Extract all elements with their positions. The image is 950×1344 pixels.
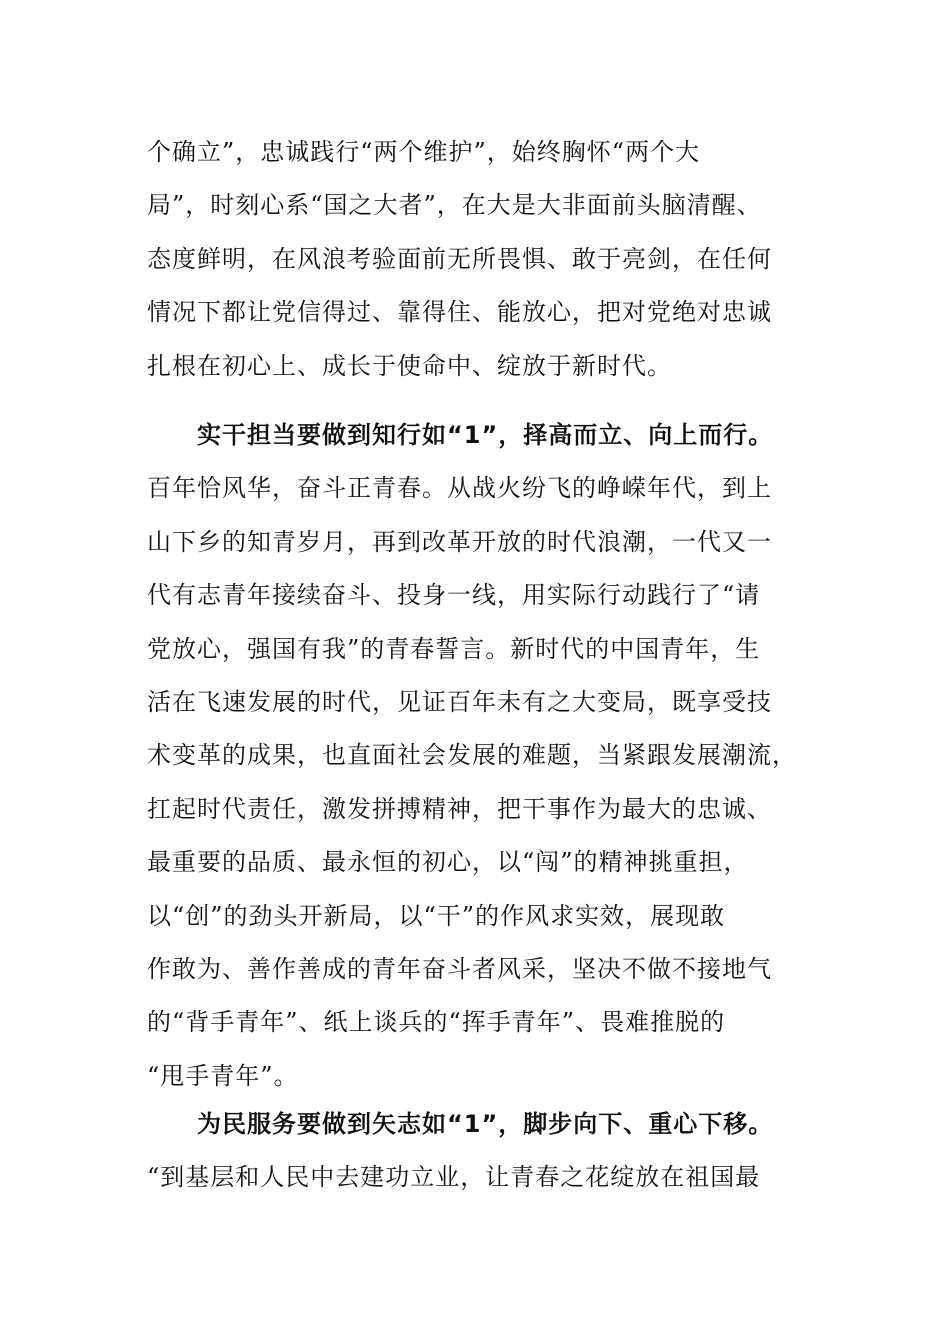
paragraph-heading: 为民服务要做到矢志如“1”，脚步向下、重心下移。: [197, 1110, 774, 1138]
paragraph-line: 扛起时代责任，激发拼搏精神，把干事作为最大的忠诚、: [147, 794, 772, 823]
paragraph-line: 以“创”的劲头开新局，以“干”的作风求实效，展现敢: [147, 901, 726, 930]
paragraph-heading: 实干担当要做到知行如“1”，择高而立、向上而行。: [197, 421, 774, 449]
paragraph-line: 党放心，强国有我”的青春誓言。新时代的中国青年，生: [147, 634, 761, 663]
paragraph-line: 的“背手青年”、纸上谈兵的“挥手青年”、畏难推脱的: [147, 1008, 726, 1037]
paragraph-line: 术变革的成果，也直面社会发展的难题，当紧跟发展潮流，: [147, 741, 797, 770]
paragraph-line: “到基层和人民中去建功立业，让青春之花绽放在祖国最: [147, 1163, 761, 1192]
paragraph-line: 活在飞速发展的时代，见证百年未有之大变局，既享受技: [147, 687, 772, 716]
paragraph-line: 情况下都让党信得过、靠得住、能放心，把对党绝对忠诚: [147, 298, 772, 327]
paragraph-line: 最重要的品质、最永恒的初心，以“闯”的精神挑重担，: [147, 848, 749, 877]
paragraph-line: 百年恰风华，奋斗正青春。从战火纷飞的峥嵘年代，到上: [147, 474, 772, 503]
paragraph-line: “甩手青年”。: [147, 1061, 299, 1090]
paragraph-practical-action: [147, 409, 807, 1103]
paragraph-line: 态度鲜明，在风浪考验面前无所畏惧、敢于亮剑，在任何: [147, 244, 772, 273]
paragraph-loyalty: [147, 126, 807, 393]
paragraph-line: 个确立”，忠诚践行“两个维护”，始终胸怀“两个大: [147, 138, 701, 166]
paragraph-line: 山下乡的知青岁月，再到改革开放的时代浪潮，一代又一: [147, 527, 772, 556]
paragraph-line: 局”，时刻心系“国之大者”，在大是大非面前头脑清醒、: [147, 191, 762, 220]
paragraph-line: 作敢为、善作善成的青年奋斗者风采，坚决不做不接地气: [147, 954, 772, 983]
paragraph-serve-people: [147, 1098, 807, 1205]
paragraph-line: 代有志青年接续奋斗、投身一线，用实际行动践行了“请: [147, 581, 761, 610]
paragraph-line: 扎根在初心上、成长于使命中、绽放于新时代。: [147, 351, 672, 380]
